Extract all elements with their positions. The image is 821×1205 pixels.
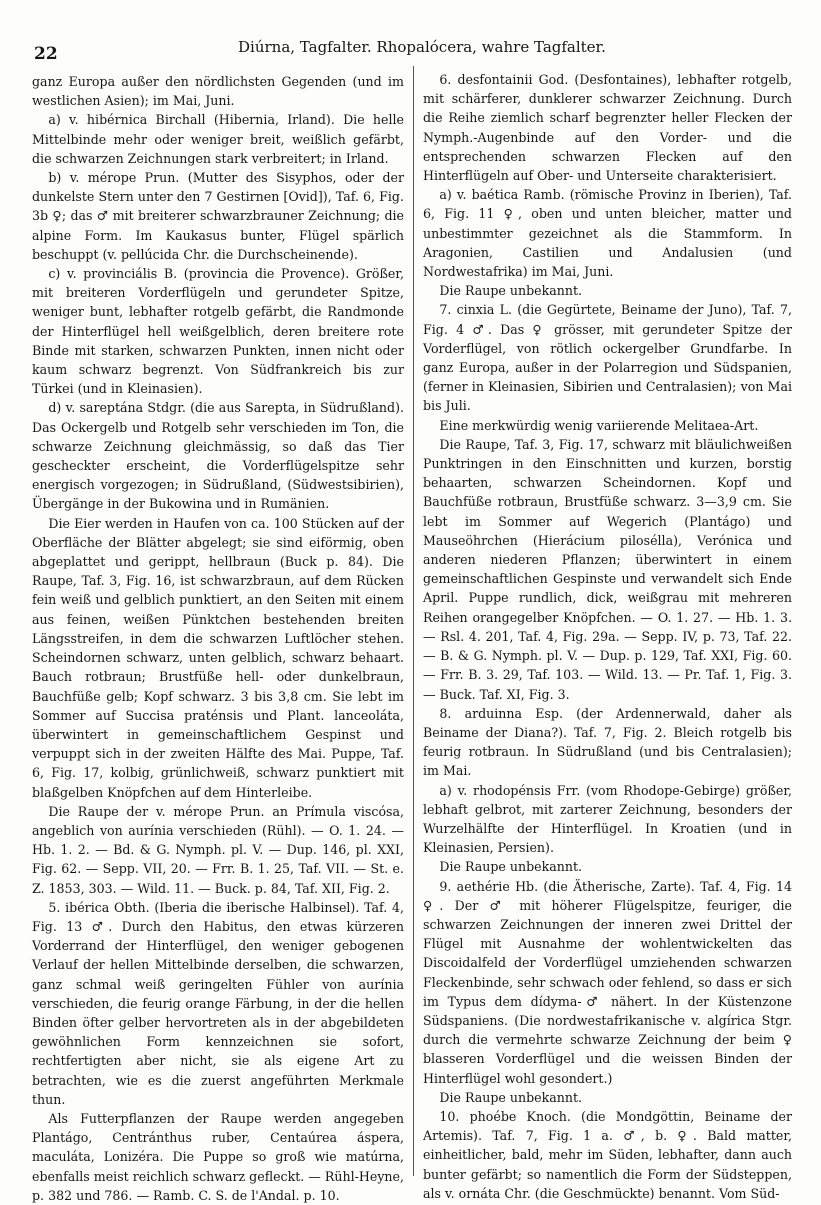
paragraph-arduinna: 8. arduinna Esp. (der Ardennerwald, daher als Beiname der Diana?). Taf. 7, Fig. 2. Bleich rotgelb bis feurig rotbraun. In Südrußland (und bis Centralasien); im Mai. (423, 705, 792, 779)
paragraph-aetherie-larva: Die Raupe unbekannt. (439, 1089, 583, 1105)
paragraph-desfontainii: 6. desfontainii God. (Desfontaines), lebhafter rotgelb, mit schärferer, dunklerer schwarzer Zeichnung. Durch die Reihe ziemlich scharf begrenzter heller Flecken der Nymph.-Augenbinde auf den Vorder- und die entsprechenden schwarzen Flecken auf den Hinterflügeln auf Ober- und Unterseite charakterisiert. (423, 72, 792, 184)
paragraph-cinxia: 7. cinxia L. (die Gegürtete, Beiname der Juno), Taf. 7, Fig. 4 ♂. Das ♀ grösser, mit gerundeter Spitze der Vorderflügel, von rötlich ockergelber Grundfarbe. In ganz Europa, außer in der Polarregion und Südspanien, (ferner in Kleinasien, Sibirien und Centralasien); von Mai bis Juli. (423, 302, 792, 414)
running-head: Diúrna, Tagfalter. Rhopalócera, wahre Tagfalter. (238, 38, 606, 56)
paragraph-v-baetica: a) v. baética Ramb. (römische Provinz in Iberien), Taf. 6, Fig. 11 ♀, oben und unten bleicher, matter und unbestimmter gezeichnet als die Stammform. In Aragonien, Castilien und Andalusien (und Nordwestafrika) im Mai, Juni. (423, 187, 792, 280)
paragraph-iberica-foodplants: Als Futterpflanzen der Raupe werden angegeben Plantágo, Centránthus ruber, Centaúrea áspera, maculáta, Lonizéra. Die Puppe so groß wie matúrna, ebenfalls meist reichlich schwarz gefleckt. — Rühl-Heyne, p. 382 und 786. — Ramb. C. S. de l'Andal. p. 10. (32, 1110, 405, 1203)
right-column (423, 70, 792, 1203)
paragraph-aurinia-range: ganz Europa außer den nördlichsten Gegenden (und im westlichen Asien); im Mai, Juni. (32, 74, 404, 109)
paragraph-v-hibernica: a) v. hibérnica Birchall (Hibernia, Irland). Die helle Mittelbinde mehr oder weniger breit, weißlich gefärbt, die schwarzen Zeichnungen stark verbreitert; in Irland. (32, 112, 404, 166)
paragraph-v-rhodopensis: a) v. rhodopénsis Frr. (vom Rhodope-Gebirge) größer, lebhaft gelbrot, mit zarterer Zeichnung, besonders der Wurzelhälfte der Hinterflügel. In Kroatien (und in Kleinasien, Persien). (423, 782, 792, 856)
paragraph-merope-larva-refs: Die Raupe der v. mérope Prun. an Prímula viscósa, angeblich von aurínia verschieden (Rühl). — O. 1. 24. — Hb. 1. 2. — Bd. & G. Nymph. pl. V. — Dup. 146, pl. XXI, Fig. 62. — Sepp. VII, 20. — Frr. B. 1. 25, Taf. VII. — St. e. Z. 1853, 303. — Wild. 11. — Buck. p. 84, Taf. XII, Fig. 2. (32, 803, 404, 896)
left-column (32, 72, 404, 1205)
paragraph-eggs-larva: Die Eier werden in Haufen von ca. 100 Stücken auf der Oberfläche der Blätter abgelegt; sie sind eiförmig, oben abgeplattet und gerippt, hellbraun (Buck p. 84). Die Raupe, Taf. 3, Fig. 16, ist schwarzbraun, auf dem Rücken fein weiß und gelblich punktiert, an den Seiten mit einem aus feinen, weißen Pünktchen bestehenden breiten Längsstreifen, in dem die schwarzen Luftlöcher stehen. Scheindornen schwarz, unten gelblich, schwarz behaart. Bauch rotbraun; Brustfüße hell- oder dunkelbraun, Bauchfüße gelb; Kopf schwarz. 3 bis 3,8 cm. Sie lebt im Sommer auf Succisa praténsis und Plant. lanceoláta, überwintert in gemeinschaftlichem Gespinst und verpuppt sich in der zweiten Hälfte des Mai. Puppe, Taf. 6, Fig. 17, kolbig, grünlichweiß, schwarz punktiert mit blaßgelben Knöpfchen auf dem Hinterleibe. (32, 515, 404, 800)
paragraph-v-merope: b) v. mérope Prun. (Mutter des Sisyphos, oder der dunkelste Stern unter den 7 Gestirnen [Ovid]), Taf. 6, Fig. 3b ♀; das ♂ mit breiterer schwarzbrauner Zeichnung; die alpine Form. Im Kaukasus bunter, Flügel spärlich beschuppt (v. pellúcida Chr. die Durchscheinende). (32, 170, 404, 262)
paragraph-desfontainii-larva: Die Raupe unbekannt. (439, 283, 583, 299)
column-divider (413, 66, 414, 1176)
paragraph-iberica: 5. ibérica Obth. (Iberia die iberische Halbinsel). Taf. 4, Fig. 13 ♂. Durch den Habitus, den etwas kürzeren Vorderrand der Hinterflügel, den weniger gebogenen Verlauf der hellen Mittelbinde derselben, die schwarzen, ganz schmal weiß geringelten Fühler von aurínia verschieden, die feurig orange Färbung, in der die hellen Binden öfter gelber hervortreten als in der abgebildeten gewöhnlichen Form kennzeichnen sie sofort, rechtfertigten aber nicht, sie als eigene Art zu betrachten, wie es die zuerst angeführten Merkmale thun. (32, 899, 404, 1107)
paragraph-v-sareptana: d) v. sareptána Stdgr. (die aus Sarepta, in Südrußland). Das Ockergelb und Rotgelb sehr verschieden im Ton, die schwarze Zeichnung gleichmässig, so daß das Tier gescheckter erscheint, die Vorderflügelspitze sehr energisch vorgezogen; in Südrußland, (Südwestsibirien), Übergänge in der Bukowina und in Rumänien. (32, 400, 404, 512)
paragraph-cinxia-larva: Die Raupe, Taf. 3, Fig. 17, schwarz mit bläulichweißen Punktringen in den Einschnitten und kurzen, borstig behaarten, schwarzen Scheindornen. Kopf und Bauchfüße rotbraun, Brustfüße schwarz. 3—3,9 cm. Sie lebt im Sommer auf Wegerich (Plantágo) und Mauseöhrchen (Hierácium pilosélla), Verónica und anderen niederen Pflanzen; überwintert in einem gemeinschaftlichen Gespinste und verwandelt sich Ende April. Puppe rundlich, dick, weißgrau mit mehreren Reihen orangegelber Knöpfchen. — O. 1. 27. — Hb. 1. 3. — Rsl. 4. 201, Taf. 4, Fig. 29a. — Sepp. IV, p. 73, Taf. 22. — B. & G. Nymph. pl. V. — Dup. p. 129, Taf. XXI, Fig. 60. — Frr. B. 3. 29, Taf. 103. — Wild. 13. — Pr. Taf. 1, Fig. 3. — Buck. Taf. XI, Fig. 3. (423, 436, 792, 702)
page-number: 22 (34, 44, 58, 64)
paragraph-cinxia-note: Eine merkwürdig wenig variierende Melitaea-Art. (439, 417, 759, 433)
paragraph-aetherie: 9. aethérie Hb. (die Ätherische, Zarte). Taf. 4, Fig. 14 ♀. Der ♂ mit höherer Flügelspitze, feuriger, die schwarzen Zeichnungen der inneren zwei Drittel der Flügel mit Ausnahme der wohlentwickelten das Discoidalfeld der Vorderflügel umziehenden schwarzen Fleckenbinde, sehr schwach oder fehlend, so dass er sich im Typus dem dídyma-♂ nähert. In der Küstenzone Südspaniens. (Die nordwestafrikanische v. algírica Stgr. durch die vermehrte schwarze Zeichnung der beim ♀ blasseren Vorderflügel und die weissen Binden der Hinterflügel wohl gesondert.) (423, 878, 792, 1086)
paragraph-arduinna-larva: Die Raupe unbekannt. (439, 859, 583, 875)
paragraph-v-provincialis: c) v. provinciális B. (provincia die Provence). Größer, mit breiteren Vorderflügeln und gerundeter Spitze, weniger bunt, lebhafter rotgelb gefärbt, die Randmonde der Hinterflügel hell weißgelblich, deren breitere rote Binde mit starken, schwarzen Punkten, innen nicht oder kaum schwarz begrenzt. Von Südfrankreich bis zur Türkei (und in Kleinasien). (32, 266, 404, 397)
paragraph-phoebe: 10. phoébe Knoch. (die Mondgöttin, Beiname der Artemis). Taf. 7, Fig. 1 a. ♂, b. ♀. Bald matter, einheitlicher, bald, mehr im Süden, lebhafter, dann auch bunter gefärbt; so namentlich die Form der Südsteppen, als v. ornáta Chr. (die Geschmückte) benannt. Vom Süd- (423, 1108, 792, 1201)
